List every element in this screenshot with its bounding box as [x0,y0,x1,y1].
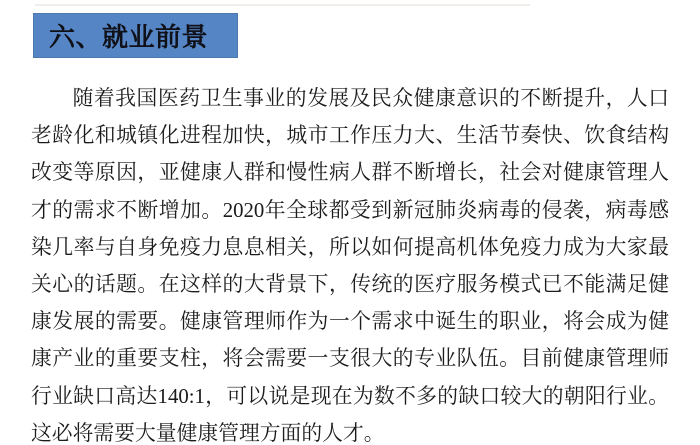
paragraph-line: 行业缺口高达140:1，可以说是现在为数不多的缺口较大的朝阳行业。 [31,384,669,408]
paragraph-line: 改变等原因，亚健康人群和慢性病人群不断增长，社会对健康管理人 [31,161,669,185]
section-heading-text: 六、就业前景 [49,22,209,52]
paragraph-line: 这必将需要大量健康管理方面的人才。 [31,421,385,445]
paragraph-line: 随着我国医药卫生事业的发展及民众健康意识的不断提升，人口 [72,87,669,110]
body-paragraph [31,80,669,445]
paragraph-line: 康发展的需要。健康管理师作为一个需求中诞生的职业，将会成为健 [31,310,669,334]
top-rule-line [35,4,530,6]
paragraph-line: 老龄化和城镇化进程加快，城市工作压力大、生活节奏快、饮食结构 [31,124,669,148]
paragraph-line: 才的需求不断增加。2020年全球都受到新冠肺炎病毒的侵袭，病毒感 [31,198,669,222]
paragraph-line: 康产业的重要支柱，将会需要一支很大的专业队伍。目前健康管理师 [31,347,669,371]
paragraph-line: 染几率与自身免疫力息息相关，所以如何提高机体免疫力成为大家最 [31,235,669,259]
paragraph-line: 关心的话题。在这样的大背景下，传统的医疗服务模式已不能满足健 [31,272,669,296]
section-heading-banner [33,13,238,58]
